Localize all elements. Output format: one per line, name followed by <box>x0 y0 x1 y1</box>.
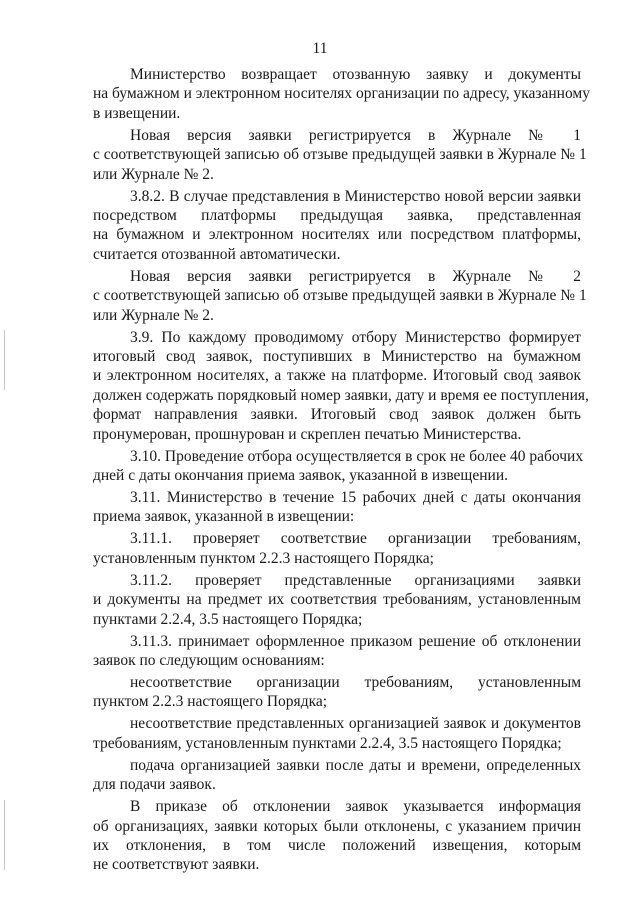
text-line: 3.8.2. В случае представления в Министерство новой версии заявки <box>130 187 581 205</box>
text-line: с соответствующей записью об отзыве предыдущей заявки в Журнале № 1 <box>93 287 587 305</box>
text-line: 3.9. По каждому проводимому отбору Министерство формирует <box>130 328 581 346</box>
text-line: Новая версия заявки регистрируется в Журнале № 2 <box>130 267 581 285</box>
text-line: заявок по следующим основаниям: <box>93 652 325 669</box>
scan-edge-mark <box>4 800 5 870</box>
paragraph-p7 <box>93 488 581 527</box>
text-line: не соответствуют заявки. <box>93 856 260 874</box>
paragraph-p13 <box>93 756 581 795</box>
text-line: пронумерован, прошнурован и скреплен печатью Министерства. <box>93 425 522 443</box>
text-line: В приказе об отклонении заявок указывается информация <box>130 798 581 816</box>
paragraph-p8 <box>93 529 581 568</box>
text-line: 3.11.1. проверяет соответствие организации требованиям, <box>130 530 581 548</box>
text-line: Министерство возвращает отозванную заявку и документы <box>130 66 581 83</box>
text-line: об организациях, заявки которых были отклонены, с указанием причин <box>93 817 581 835</box>
paragraph-p6 <box>93 447 584 486</box>
text-line: должен содержать порядковый номер заявки, дату и время ее поступления, <box>93 386 589 404</box>
paragraph-p2 <box>93 126 587 184</box>
text-line: их отклонения, в том числе положений извещения, которым <box>93 837 581 854</box>
text-line: или Журнале № 2. <box>93 306 214 324</box>
text-line: на бумажном и электронном носителях организации по адресу, указанному <box>93 85 590 103</box>
scan-edge-mark <box>4 330 5 390</box>
text-line: и электронном носителях, а также на платформе. Итоговый свод заявок <box>93 367 581 385</box>
text-line: на бумажном и электронном носителях или посредством платформы, <box>93 226 581 244</box>
paragraph-p11 <box>93 673 581 712</box>
text-line: посредством платформы предыдущая заявка, представленная <box>93 207 581 224</box>
paragraph-p12 <box>93 714 581 753</box>
text-line: пунктом 2.2.3 настоящего Порядка; <box>93 693 328 711</box>
page-number: 11 <box>312 40 328 57</box>
text-line: 3.11. Министерство в течение 15 рабочих дней с даты окончания <box>130 489 581 506</box>
text-line: несоответствие представленных организацией заявок и документов <box>130 715 581 733</box>
text-line: считается отозванной автоматически. <box>93 245 341 263</box>
text-line: пунктами 2.2.4, 3.5 настоящего Порядка; <box>93 610 363 628</box>
text-line: дней с даты окончания приема заявок, указанной в извещении. <box>93 467 509 484</box>
paragraph-p10 <box>93 632 581 671</box>
paragraph-p5 <box>93 328 589 444</box>
paragraph-p14 <box>93 797 581 875</box>
paragraph-p9 <box>93 571 581 629</box>
text-line: установленным пунктом 2.2.3 настоящего Порядка; <box>93 549 434 567</box>
text-line: приема заявок, указанной в извещении: <box>93 508 355 526</box>
text-line: 3.11.2. проверяет представленные организациями заявки <box>130 571 581 589</box>
text-line: или Журнале № 2. <box>93 165 214 183</box>
text-line: требованиям, установленным пунктами 2.2.4, 3.5 настоящего Порядка; <box>93 734 562 752</box>
text-line: 3.11.3. принимает оформленное приказом решение об отклонении <box>130 632 581 650</box>
paragraph-p1 <box>93 65 590 123</box>
text-line: для подачи заявок. <box>93 776 216 794</box>
text-line: итоговый свод заявок, поступивших в Министерство на бумажном <box>93 348 581 365</box>
text-line: и документы на предмет их соответствия требованиям, установленным <box>93 591 581 609</box>
text-line: в извещении. <box>93 104 181 122</box>
text-line: подача организацией заявки после даты и времени, определенных <box>130 756 581 774</box>
paragraph-p4 <box>93 267 587 325</box>
text-line: формат направления заявки. Итоговый свод заявок должен быть <box>93 406 581 424</box>
text-line: несоответствие организации требованиям, установленным <box>130 674 581 691</box>
paragraph-p3 <box>93 187 581 265</box>
text-line: с соответствующей записью об отзыве предыдущей заявки в Журнале № 1 <box>93 146 587 164</box>
text-line: 3.10. Проведение отбора осуществляется в срок не более 40 рабочих <box>130 447 584 465</box>
text-line: Новая версия заявки регистрируется в Журнале № 1 <box>130 126 581 144</box>
